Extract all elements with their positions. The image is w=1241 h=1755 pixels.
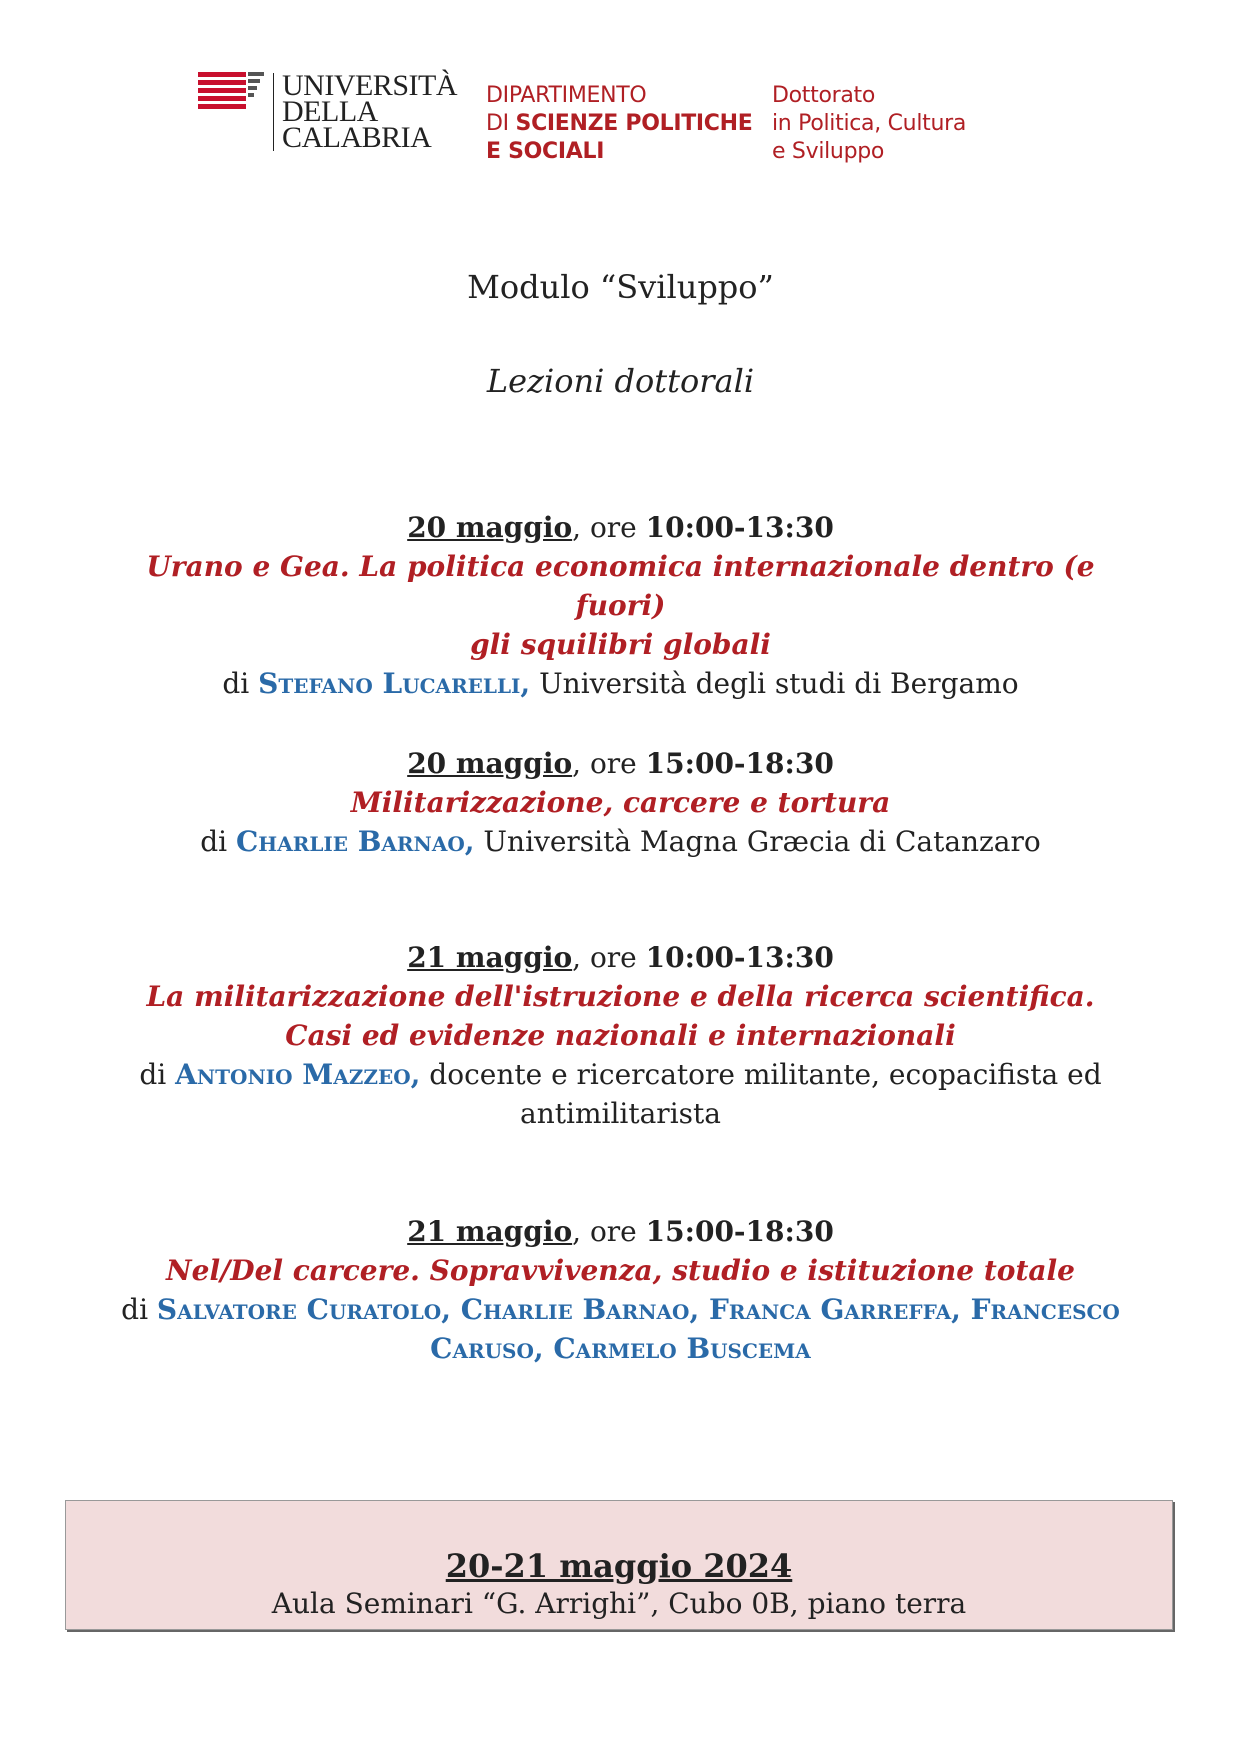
lecture-title: gli squilibri globali: [470, 628, 771, 661]
lecture-title: Casi ed evidenze nazionali e internazionali: [285, 1019, 956, 1052]
lecture-speakers: [100, 1290, 1141, 1368]
lecture-by: di: [200, 825, 237, 858]
lecture-time-prefix: , ore: [572, 941, 646, 974]
speaker-name: Charlie Barnao,: [236, 825, 475, 858]
university-name-line: UNIVERSITÀ: [282, 69, 457, 102]
department-strong: SCIENZE POLITICHE: [515, 111, 753, 136]
lecture-when: [100, 508, 1141, 547]
lecture-time: 10:00-13:30: [645, 511, 834, 544]
event-venue: Aula Seminari “G. Arrighi”, Cubo 0B, piano terra: [271, 1587, 967, 1620]
lecture-date: 20 maggio: [407, 511, 573, 544]
lecture-time: 10:00-13:30: [645, 941, 834, 974]
lecture-date: 21 maggio: [407, 1215, 573, 1248]
lecture-item: [100, 1212, 1141, 1368]
lecture-time-prefix: , ore: [572, 1215, 646, 1248]
university-name-line: DELLA: [282, 95, 378, 128]
department-name: [486, 82, 753, 166]
lecture-time-prefix: , ore: [572, 747, 646, 780]
lecture-when: [100, 1212, 1141, 1251]
department-line: E SOCIALI: [486, 139, 605, 164]
lecture-time: 15:00-18:30: [645, 1215, 834, 1248]
speaker-affiliation: Università Magna Græcia di Catanzaro: [474, 825, 1041, 858]
department-line: DIPARTIMENTO: [486, 83, 647, 108]
lecture-item: [100, 744, 1141, 861]
university-logo-icon: [198, 72, 266, 116]
university-name: [273, 69, 457, 154]
event-date: 20-21 maggio 2024: [445, 1547, 793, 1585]
lecture-title: Urano e Gea. La politica economica internazionale dentro (e fuori): [146, 550, 1095, 622]
speaker-affiliation: docente e ricercatore militante, ecopacifista ed antimilitarista: [420, 1058, 1102, 1130]
lecture-date: 20 maggio: [407, 747, 573, 780]
event-info-box: [65, 1500, 1173, 1630]
lecture-time-prefix: , ore: [572, 511, 646, 544]
speaker-name: Stefano Lucarelli,: [258, 667, 531, 700]
lecture-time: 15:00-18:30: [645, 747, 834, 780]
doctorate-name: [772, 82, 966, 166]
department-prefix: DI: [486, 111, 516, 136]
lecture-date: 21 maggio: [407, 941, 573, 974]
lecture-by: di: [139, 1058, 176, 1091]
lecture-speakers: [100, 1055, 1141, 1133]
lecture-by: di: [222, 667, 259, 700]
subtitle: Lezioni dottorali: [486, 362, 755, 400]
lecture-speakers: [100, 822, 1141, 861]
lecture-title: Militarizzazione, carcere e tortura: [350, 786, 891, 819]
lecture-when: [100, 938, 1141, 977]
lecture-by: di: [121, 1293, 157, 1326]
lecture-title: La militarizzazione dell'istruzione e della ricerca scientifica.: [146, 980, 1095, 1013]
header: [198, 69, 998, 172]
department-line: [486, 110, 753, 138]
speaker-affiliation: Università degli studi di Bergamo: [530, 667, 1019, 700]
doctorate-line: Dottorato: [772, 83, 876, 108]
lecture-speakers: [100, 664, 1141, 703]
university-name-line: CALABRIA: [282, 121, 432, 154]
lecture-item: [100, 508, 1141, 703]
speaker-name: Antonio Mazzeo,: [175, 1058, 421, 1091]
doctorate-line: in Politica, Cultura: [772, 111, 967, 136]
doctorate-line: e Sviluppo: [772, 139, 885, 164]
module-title: Modulo “Sviluppo”: [467, 268, 774, 306]
lecture-title: Nel/Del carcere. Sopravvivenza, studio e istituzione totale: [166, 1254, 1075, 1287]
speaker-name: Salvatore Curatolo, Charlie Barnao, Franca Garreffa, Francesco Caruso, Carmelo Buscema: [156, 1293, 1120, 1365]
lecture-item: [100, 938, 1141, 1133]
lecture-when: [100, 744, 1141, 783]
